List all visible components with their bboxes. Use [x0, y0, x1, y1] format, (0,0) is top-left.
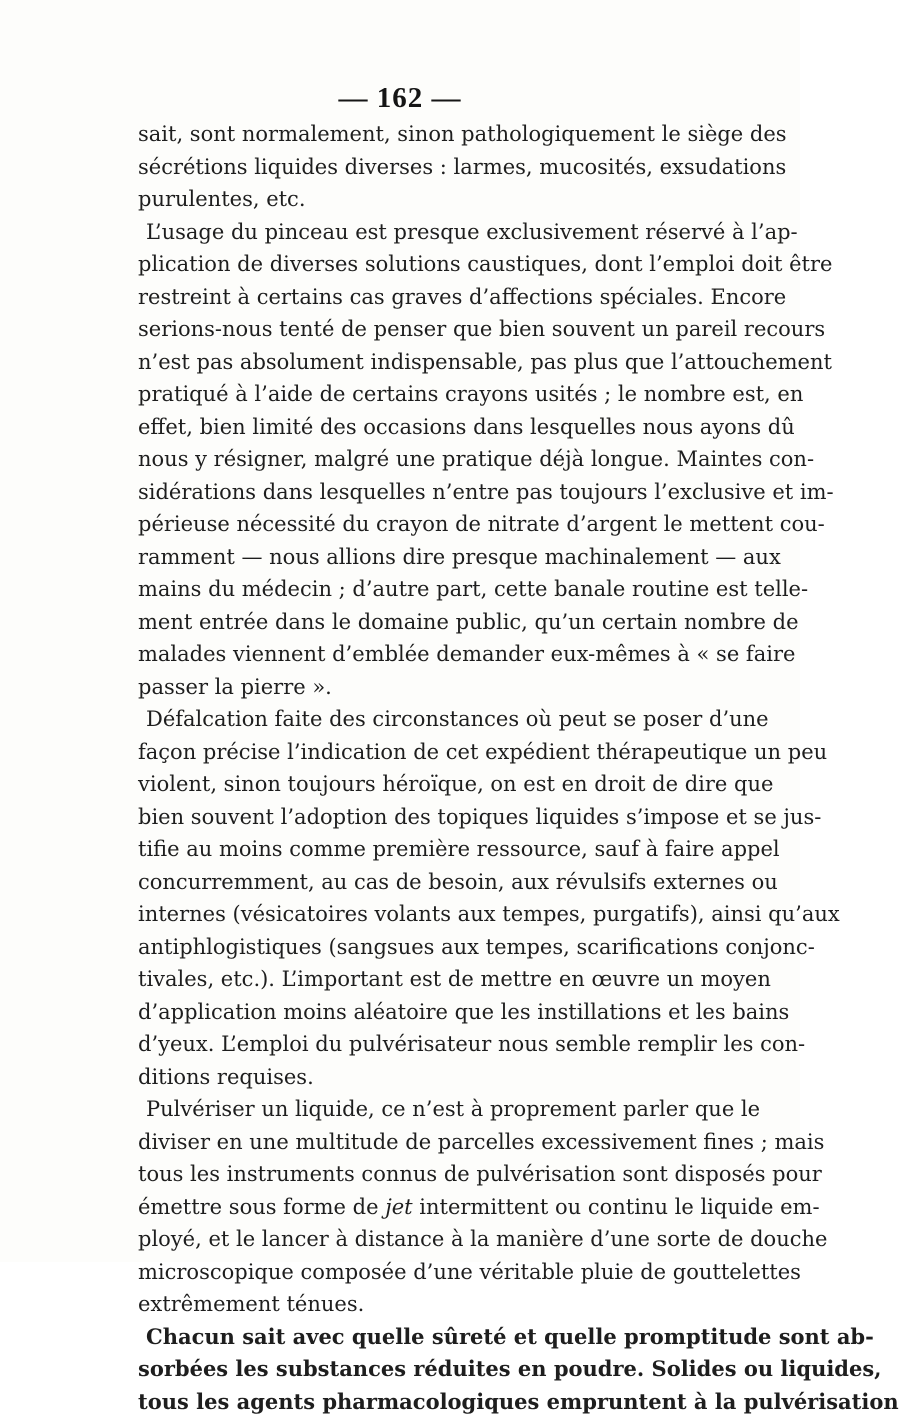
- text-line: tifie au moins comme première ressource, sauf à faire appel: [138, 833, 678, 866]
- text-fragment: intermittent ou continu le liquide em-: [413, 1195, 820, 1219]
- text-line: ployé, et le lancer à distance à la manière d’une sorte de douche: [138, 1223, 678, 1256]
- page-number: — 162 —: [0, 82, 800, 115]
- text-line: sécrétions liquides diverses : larmes, mucosités, exsudations: [138, 151, 678, 184]
- text-line: plication de diverses solutions caustiques, dont l’emploi doit être: [138, 248, 678, 281]
- text-line: mains du médecin ; d’autre part, cette banale routine est telle-: [138, 573, 678, 606]
- text-line: d’application moins aléatoire que les instillations et les bains: [138, 996, 678, 1029]
- text-line: façon précise l’indication de cet expédient thérapeutique un peu: [138, 736, 678, 769]
- text-line: sait, sont normalement, sinon pathologiquement le siège des: [138, 118, 678, 151]
- text-line: sidérations dans lesquelles n’entre pas toujours l’exclusive et im-: [138, 476, 678, 509]
- text-line: périeuse nécessité du crayon de nitrate d’argent le mettent cou-: [138, 508, 678, 541]
- text-line: ramment — nous allions dire presque machinalement — aux: [138, 541, 678, 574]
- text-line: Chacun sait avec quelle sûreté et quelle promptitude sont ab-: [138, 1321, 678, 1354]
- text-line: ment entrée dans le domaine public, qu’un certain nombre de: [138, 606, 678, 639]
- text-line: pratiqué à l’aide de certains crayons usités ; le nombre est, en: [138, 378, 678, 411]
- italic-word: jet: [385, 1195, 412, 1219]
- text-line: Pulvériser un liquide, ce n’est à proprement parler que le: [138, 1093, 678, 1126]
- body-text: [138, 118, 678, 1418]
- text-line: n’est pas absolument indispensable, pas plus que l’attouchement: [138, 346, 678, 379]
- text-line: L’usage du pinceau est presque exclusivement réservé à l’ap-: [138, 216, 678, 249]
- text-line: tivales, etc.). L’important est de mettre en œuvre un moyen: [138, 963, 678, 996]
- text-line: d’yeux. L’emploi du pulvérisateur nous semble remplir les con-: [138, 1028, 678, 1061]
- text-line: internes (vésicatoires volants aux tempes, purgatifs), ainsi qu’aux: [138, 898, 678, 931]
- text-line-with-italic: [138, 1191, 678, 1224]
- text-line: microscopique composée d’une véritable pluie de gouttelettes: [138, 1256, 678, 1289]
- text-line: malades viennent d’emblée demander eux-mêmes à « se faire: [138, 638, 678, 671]
- text-line: bien souvent l’adoption des topiques liquides s’impose et se jus-: [138, 801, 678, 834]
- text-line: sorbées les substances réduites en poudre. Solides ou liquides,: [138, 1353, 678, 1386]
- text-line: restreint à certains cas graves d’affections spéciales. Encore: [138, 281, 678, 314]
- text-line: passer la pierre ».: [138, 671, 678, 704]
- text-line: extrêmement ténues.: [138, 1288, 678, 1321]
- text-line: Défalcation faite des circonstances où peut se poser d’une: [138, 703, 678, 736]
- text-fragment: émettre sous forme de: [138, 1195, 385, 1219]
- text-line: nous y résigner, malgré une pratique déjà longue. Maintes con-: [138, 443, 678, 476]
- text-line: serions-nous tenté de penser que bien souvent un pareil recours: [138, 313, 678, 346]
- text-line: diviser en une multitude de parcelles excessivement fines ; mais: [138, 1126, 678, 1159]
- text-line: tous les agents pharmacologiques empruntent à la pulvérisation: [138, 1386, 678, 1418]
- text-line: concurremment, au cas de besoin, aux révulsifs externes ou: [138, 866, 678, 899]
- text-line: violent, sinon toujours héroïque, on est en droit de dire que: [138, 768, 678, 801]
- text-line: purulentes, etc.: [138, 183, 678, 216]
- text-line: ditions requises.: [138, 1061, 678, 1094]
- text-line: effet, bien limité des occasions dans lesquelles nous ayons dû: [138, 411, 678, 444]
- text-line: antiphlogistiques (sangsues aux tempes, scarifications conjonc-: [138, 931, 678, 964]
- text-line: tous les instruments connus de pulvérisation sont disposés pour: [138, 1158, 678, 1191]
